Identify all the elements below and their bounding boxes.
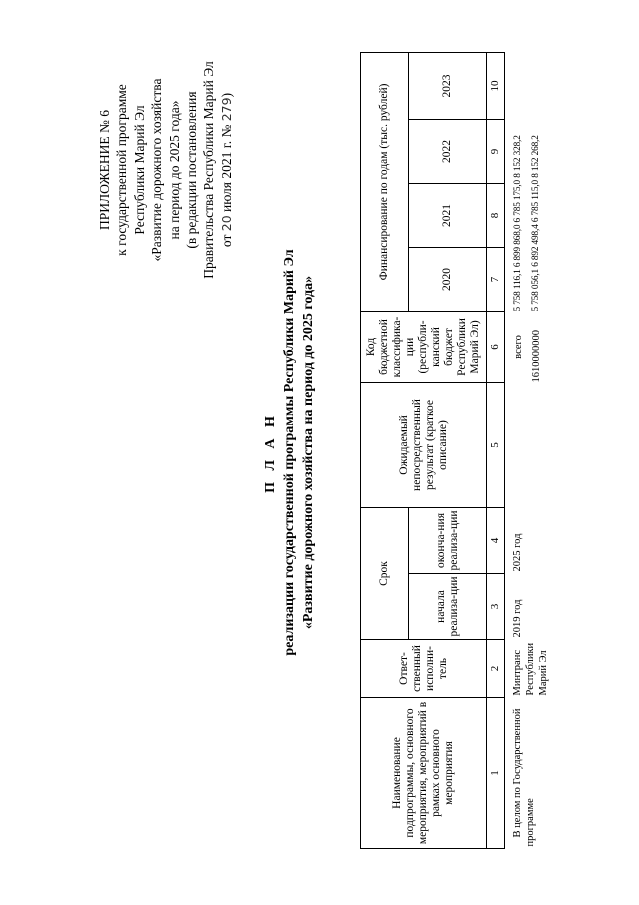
header-result: Ожидаемый непосредственный результат (краткое описание) xyxy=(361,382,487,507)
appendix-line: к государственной программе xyxy=(114,84,130,256)
appendix-line: ПРИЛОЖЕНИЕ № 6 xyxy=(97,109,112,231)
header-funding: Финансирование по годам (тыс. рублей) xyxy=(361,52,409,311)
header-year-2022: 2022 xyxy=(409,119,487,183)
appendix-line: на период до 2025 года» xyxy=(166,100,182,240)
row-end: 2025 год xyxy=(512,533,523,572)
appendix-date-line: от 20 июля 2021 г. № 279) xyxy=(218,92,234,248)
header-term: Срок xyxy=(361,507,409,639)
table-row xyxy=(505,52,552,848)
column-numbers-row xyxy=(487,52,505,848)
date-month-year: июля 2021 г. № xyxy=(218,124,234,212)
appendix-line: «Развитие дорожного хозяйства xyxy=(149,78,165,262)
column-number: 4 xyxy=(487,507,505,573)
column-number: 6 xyxy=(487,311,505,382)
row-funding-block xyxy=(505,52,552,382)
column-number: 2 xyxy=(487,640,505,698)
column-number: 1 xyxy=(487,698,505,849)
appendix-line: (в редакции постановления xyxy=(184,91,200,249)
row-start: 2019 год xyxy=(512,599,523,638)
title-block xyxy=(262,0,318,905)
title-line-1: реализации государственной программы Республики Марий Эл xyxy=(282,249,297,656)
appendix-line: Республики Марий Эл xyxy=(131,105,147,235)
decree-number: 279 xyxy=(218,97,234,122)
date-prefix: от xyxy=(218,234,234,248)
row-executor: Минтранс Республики Марий Эл xyxy=(512,642,549,696)
row-name: В целом по Государственной программе xyxy=(512,708,536,847)
plan-table xyxy=(360,52,551,849)
page-title: П Л А Н xyxy=(263,412,278,493)
column-number: 3 xyxy=(487,574,505,640)
date-day: 20 xyxy=(218,215,234,232)
header-end: оконча-ния реализа-ции xyxy=(409,507,487,573)
header-start: начала реализа-ции xyxy=(409,574,487,640)
column-number: 8 xyxy=(487,183,505,247)
code-total-label: всего xyxy=(513,335,524,359)
header-year-2021: 2021 xyxy=(409,183,487,247)
header-row-top xyxy=(361,52,409,848)
column-number: 9 xyxy=(487,119,505,183)
header-budget-code: Код бюджетной классифика-ции (республи-канский бюджет Республики Марий Эл) xyxy=(361,311,487,382)
title-line-2: «Развитие дорожного хозяйства на период до 2025 года» xyxy=(301,275,316,630)
header-year-2020: 2020 xyxy=(409,247,487,311)
code-main: 1610000000 xyxy=(531,329,542,383)
header-executor: Ответ-ственный исполни-тель xyxy=(361,640,487,698)
appendix-block xyxy=(96,25,235,315)
funding-main-values: 5 758 056,1 6 892 498,4 6 785 115,0 8 152 268,2 xyxy=(531,135,541,312)
appendix-line: Правительства Республики Марий Эл xyxy=(201,61,217,279)
header-name: Наименование подпрограммы, основного мероприятия, мероприятий в рамках основного мероприятия xyxy=(361,698,487,849)
funding-total-values: 5 758 116,1 6 899 868,0 6 785 175,0 8 152 328,2 xyxy=(513,135,523,312)
column-number: 7 xyxy=(487,247,505,311)
column-number: 10 xyxy=(487,52,505,119)
header-year-2023: 2023 xyxy=(409,52,487,119)
column-number: 5 xyxy=(487,382,505,507)
